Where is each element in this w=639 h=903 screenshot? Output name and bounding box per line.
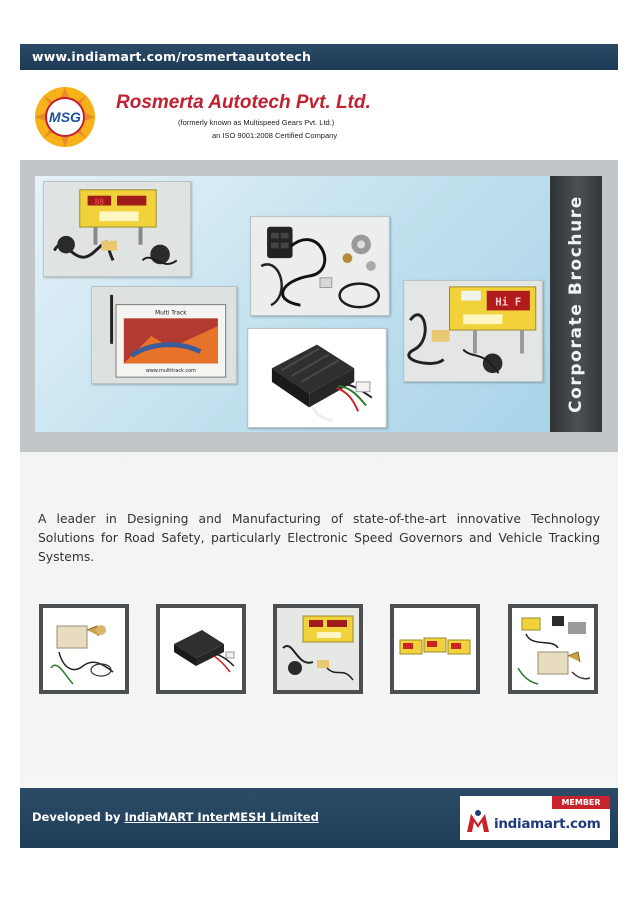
tracker-url: www.multitrack.com [145,368,196,375]
thumb-image [160,608,242,690]
product-collage [35,176,550,432]
thumb-image [277,608,359,690]
brochure-page [20,44,618,848]
thumb-tracking-device[interactable] [156,604,246,694]
company-description: A leader in Designing and Manufacturing of state-of-the-art innovative Technology Solutions for Road Safety, particularly Electronic Speed Governors and Vehicle Tracking Systems. [38,512,600,564]
top-url-bar [20,44,618,70]
developed-by-label: Developed by [32,810,121,824]
photo-tracking-screen [91,286,237,384]
thumb-speed-governor-kit[interactable] [39,604,129,694]
photo-governor-red [403,280,543,382]
corporate-brochure-panel [550,176,602,432]
photo-tracking-device [247,328,387,428]
display-hi: Hi F [495,295,522,309]
indiamart-member-badge[interactable] [460,796,610,840]
company-header [20,70,618,160]
thumb-governor-display-unit[interactable] [273,604,363,694]
tracker-title: Multi Track [155,310,187,317]
company-formerly: (formerly known as Multispeed Gears Pvt. Ltd.) [178,118,335,127]
hero-band [20,160,618,452]
member-label: MEMBER [552,796,610,809]
thumb-display-units-set[interactable] [390,604,480,694]
logo-text: MSG [49,109,81,125]
indiamart-name: indiamart.com [494,816,601,832]
thumb-image [512,608,594,690]
thumb-image [43,608,125,690]
developer-credit [32,810,319,824]
company-name: Rosmerta Autotech Pvt. Ltd. [116,92,371,113]
side-title: Corporate Brochure [566,195,586,413]
developer-link[interactable]: IndiaMART InterMESH Limited [124,810,319,824]
thumb-image [394,608,476,690]
thumb-governor-assembly[interactable] [508,604,598,694]
photo-governor-display [43,181,191,277]
footer-bar [20,788,618,848]
photo-cable-kit [250,216,390,316]
company-iso: an ISO 9001:2008 Certified Company [212,131,338,140]
site-url[interactable]: www.indiamart.com/rosmertaautotech [32,49,312,64]
indiamart-m-icon [464,808,492,836]
msg-logo [34,86,96,148]
display-digits: 88 [94,197,105,207]
